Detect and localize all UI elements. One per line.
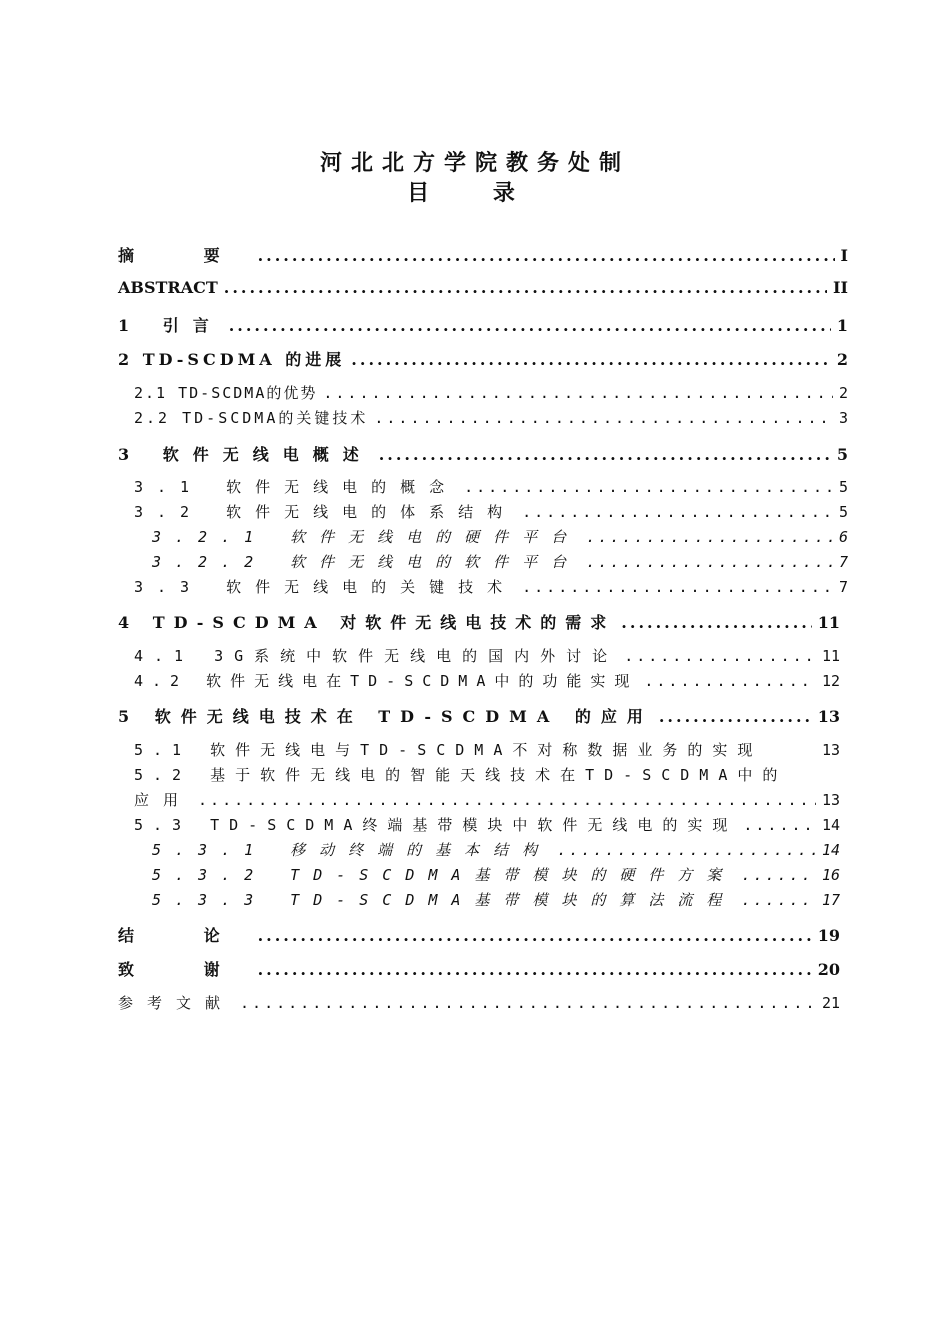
toc-entry-label: 5 软件无线电技术在 TD-SCDMA 的应用 [118, 707, 653, 726]
toc-page-number: I [840, 246, 848, 265]
toc-page-number: 14 [821, 816, 840, 834]
toc-page-number: 5 [836, 445, 848, 464]
toc-entry[interactable] [152, 864, 840, 886]
toc-leader [258, 960, 812, 979]
toc-page-number: 7 [838, 578, 848, 596]
toc-leader [586, 553, 833, 571]
toc-leader [258, 926, 812, 945]
toc-entry[interactable] [118, 923, 840, 945]
toc-entry[interactable] [134, 789, 840, 811]
toc-entry[interactable] [118, 313, 848, 335]
toc-page-number: 13 [821, 741, 840, 759]
toc-page-number: 20 [817, 960, 840, 979]
toc-leader [659, 707, 812, 726]
toc-entry[interactable] [118, 992, 840, 1014]
toc-leader [224, 278, 827, 297]
toc-entry[interactable] [152, 551, 848, 573]
toc-entry[interactable] [118, 243, 848, 265]
toc-entry[interactable] [134, 814, 840, 836]
toc-entry-label: 1 引言 [118, 316, 223, 335]
toc-page-number: 7 [838, 553, 848, 571]
toc-entry-label: 2.2 TD-SCDMA的关键技术 [134, 409, 369, 427]
toc-entry-label: 2.1 TD-SCDMA的优势 [134, 384, 318, 402]
toc-entry-label: 4.2 软件无线电在TD-SCDMA中的功能实现 [134, 672, 639, 690]
toc-entry[interactable] [134, 476, 848, 498]
toc-leader [464, 478, 833, 496]
toc-page-number: 21 [821, 994, 840, 1012]
toc-entry-label: 5.3 TD-SCDMA终端基带模块中软件无线电的实现 [134, 816, 738, 834]
toc-heading: 目 录 [407, 180, 543, 206]
toc-leader [351, 350, 831, 369]
toc-entry[interactable] [152, 889, 840, 911]
toc-page-number: 13 [821, 791, 840, 809]
toc-leader [644, 672, 816, 690]
toc-entry-label: 4.1 3G系统中软件无线电的国内外讨论 [134, 647, 619, 665]
toc-entry[interactable] [134, 645, 840, 667]
toc-entry-label: 3.2 软件无线电的体系结构 [134, 503, 517, 521]
toc-entry[interactable] [152, 839, 840, 861]
toc-leader [621, 613, 811, 632]
toc-leader [198, 791, 816, 809]
toc-leader [229, 316, 831, 335]
toc-leader [374, 409, 833, 427]
toc-entry-label: 4 TD-SCDMA 对软件无线电技术的需求 [118, 613, 616, 632]
toc-page-number: 3 [838, 409, 848, 427]
toc-entry[interactable] [134, 382, 848, 404]
toc-entry-label: 3 软件无线电概述 [118, 445, 373, 464]
toc-leader [522, 578, 833, 596]
toc-entry-label: 5.2 基于软件无线电的智能天线技术在TD-SCDMA中的 [134, 766, 788, 784]
toc-entry[interactable] [134, 739, 840, 761]
toc-leader [379, 445, 831, 464]
toc-leader [743, 816, 816, 834]
toc-entry[interactable] [118, 957, 840, 979]
toc-entry-label: 5.3.1 移动终端的基本结构 [152, 841, 552, 859]
toc-entry-label: 3.2.1 软件无线电的硬件平台 [152, 528, 581, 546]
toc-entry[interactable] [152, 526, 848, 548]
toc-entry-label: 3.1 软件无线电的概念 [134, 478, 459, 496]
toc-entry-label: 结 论 [118, 926, 252, 945]
toc-entry-label: 摘 要 [118, 246, 252, 265]
toc-page-number: 5 [838, 478, 848, 496]
toc-entry[interactable] [118, 610, 840, 632]
toc-entry-label: 致 谢 [118, 960, 252, 979]
toc-leader [323, 384, 833, 402]
toc-page-number: 13 [817, 707, 840, 726]
toc-leader [741, 891, 816, 909]
toc-page-number: 11 [821, 647, 840, 665]
toc-entry[interactable] [118, 442, 848, 464]
toc-leader [586, 528, 833, 546]
toc-page-number: 14 [821, 841, 840, 859]
toc-entry[interactable] [118, 347, 848, 369]
toc-leader [258, 246, 835, 265]
toc-page-number: 11 [817, 613, 840, 632]
toc-page-number: 19 [817, 926, 840, 945]
toc-page-number: 12 [821, 672, 840, 690]
toc-page-number: 1 [836, 316, 848, 335]
toc-entry[interactable] [134, 670, 840, 692]
toc-entry[interactable] [134, 576, 848, 598]
toc-entry-label: 3.2.2 软件无线电的软件平台 [152, 553, 581, 571]
toc-leader [741, 866, 816, 884]
toc-page-number: 5 [838, 503, 848, 521]
toc-entry[interactable] [118, 278, 848, 300]
page-title: 河北北方学院教务处制 [319, 150, 630, 176]
toc-page-number: 2 [836, 350, 848, 369]
toc-entry-label: 2 TD-SCDMA 的进展 [118, 350, 346, 369]
toc-leader [522, 503, 833, 521]
toc-entry[interactable] [134, 501, 848, 523]
toc-entry-label: ABSTRACT [118, 278, 218, 297]
toc-page-number: 16 [821, 866, 840, 884]
toc-entry[interactable] [134, 407, 848, 429]
toc-page-number: 17 [821, 891, 840, 909]
toc-entry-label: 应用 [134, 791, 193, 809]
toc-page-number: 2 [838, 384, 848, 402]
toc-entry-label: 5.3.2 TD-SCDMA基带模块的硬件方案 [152, 866, 736, 884]
toc-entry[interactable] [134, 764, 840, 786]
toc-entry[interactable] [118, 704, 840, 726]
toc-entry-label: 参考文献 [118, 994, 235, 1012]
toc-page-number: II [833, 278, 848, 297]
toc-entry-label: 5.3.3 TD-SCDMA基带模块的算法流程 [152, 891, 736, 909]
toc-leader [624, 647, 816, 665]
toc-entry-label: 5.1 软件无线电与TD-SCDMA不对称数据业务的实现 [134, 741, 763, 759]
toc-leader [557, 841, 816, 859]
toc-leader [240, 994, 816, 1012]
toc-entry-label: 3.3 软件无线电的关键技术 [134, 578, 517, 596]
toc-page-number: 6 [838, 528, 848, 546]
